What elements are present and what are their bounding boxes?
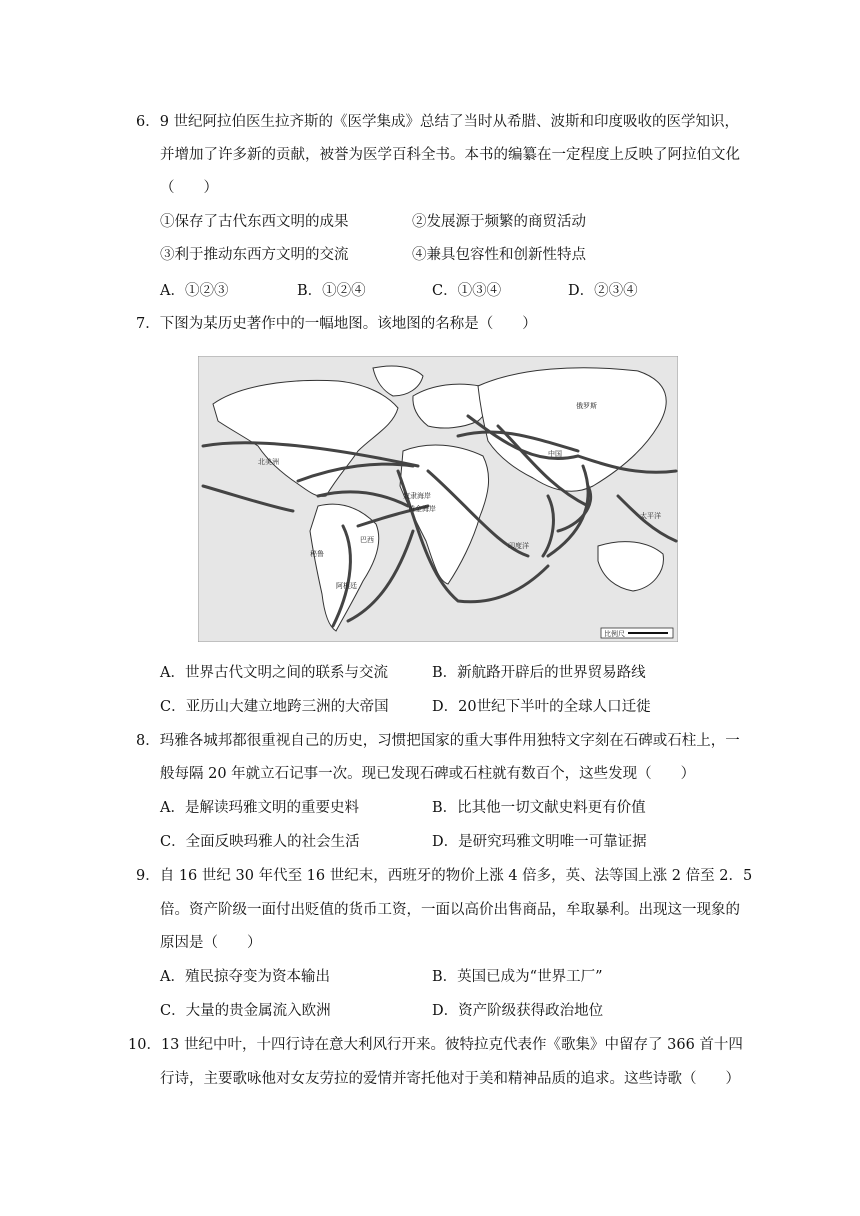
q10-stem-line2: 行诗，主要歌咏他对女友劳拉的爱情并寄托他对于美和精神品质的追求。这些诗歌（ ） [160, 1071, 740, 1087]
q8-option-a[interactable]: A．是解读玛雅文明的重要史料 [160, 800, 359, 816]
label-gold-coast: 黄金海岸 [408, 505, 436, 513]
q6-stem-line2: 并增加了许多新的贡献，被誉为医学百科全书。本书的编纂在一定程度上反映了阿拉伯文化 [160, 147, 740, 163]
q7-option-c[interactable]: C．亚历山大建立地跨三洲的大帝国 [160, 699, 389, 715]
q7-stem-line1: 7．下图为某历史著作中的一幅地图。该地图的名称是（ ） [136, 316, 537, 332]
q6-option-c[interactable]: C．①③④ [432, 283, 502, 299]
q7-option-b[interactable]: B．新航路开辟后的世界贸易路线 [432, 665, 646, 681]
q8-option-d[interactable]: D．是研究玛雅文明唯一可靠证据 [432, 834, 647, 850]
q6-item-2: ②发展源于频繁的商贸活动 [412, 214, 586, 230]
label-brazil: 巴西 [360, 536, 374, 544]
label-north-america: 北美洲 [258, 458, 279, 466]
q8-option-b[interactable]: B．比其他一切文献史料更有价值 [432, 800, 646, 816]
q6-option-a[interactable]: A．①②③ [160, 283, 229, 299]
q7-option-d[interactable]: D．20世纪下半叶的全球人口迁徙 [432, 699, 651, 715]
q9-option-d[interactable]: D．资产阶级获得政治地位 [432, 1003, 604, 1019]
q9-option-c[interactable]: C．大量的贵金属流入欧洲 [160, 1003, 331, 1019]
q9-option-b[interactable]: B．英国已成为“世界工厂” [432, 969, 603, 985]
q9-stem-line2: 倍。资产阶级一面付出贬值的货币工资，一面以高价出售商品，牟取暴利。出现这一现象的 [160, 902, 740, 918]
q7-option-a[interactable]: A．世界古代文明之间的联系与交流 [160, 665, 388, 681]
q9-stem-line3: 原因是（ ） [160, 935, 262, 951]
q6-item-4: ④兼具包容性和创新性特点 [412, 247, 586, 263]
q8-option-c[interactable]: C．全面反映玛雅人的社会生活 [160, 834, 360, 850]
q6-item-3: ③利于推动东西方文明的交流 [160, 247, 349, 263]
label-scale: 比例尺 [604, 630, 625, 638]
label-indian-ocean: 印度洋 [508, 542, 529, 550]
label-argentina: 阿根廷 [336, 582, 357, 590]
q6-option-b[interactable]: B．①②④ [297, 283, 366, 299]
label-china: 中国 [548, 450, 562, 458]
q6-stem-line3: （ ） [160, 180, 218, 196]
q6-stem-line1: 6．9 世纪阿拉伯医生拉齐斯的《医学集成》总结了当时从希腊、波斯和印度吸收的医学知识， [136, 114, 740, 130]
q9-stem-line1: 9．自 16 世纪 30 年代至 16 世纪末，西班牙的物价上涨 4 倍多，英、法等国上涨 2 倍至 2．5 [136, 868, 753, 884]
q6-item-1: ①保存了古代东西文明的成果 [160, 214, 349, 230]
q8-stem-line1: 8．玛雅各城邦都很重视自己的历史，习惯把国家的重大事件用独特文字刻在石碑或石柱上，一 [136, 733, 740, 749]
label-slave-coast: 奴隶海岸 [403, 492, 431, 500]
q6-option-d[interactable]: D．②③④ [568, 283, 638, 299]
world-trade-map [198, 356, 678, 642]
q9-option-a[interactable]: A．殖民掠夺变为资本输出 [160, 969, 330, 985]
label-russia: 俄罗斯 [576, 402, 597, 410]
label-pacific: 太平洋 [640, 512, 661, 520]
q8-stem-line2: 般每隔 20 年就立石记事一次。现已发现石碑或石柱就有数百个，这些发现（ ） [160, 766, 696, 782]
q10-stem-line1: 10．13 世纪中叶，十四行诗在意大利风行开来。彼特拉克代表作《歌集》中留存了 366 首十四 [128, 1037, 743, 1053]
label-peru: 秘鲁 [310, 550, 324, 558]
